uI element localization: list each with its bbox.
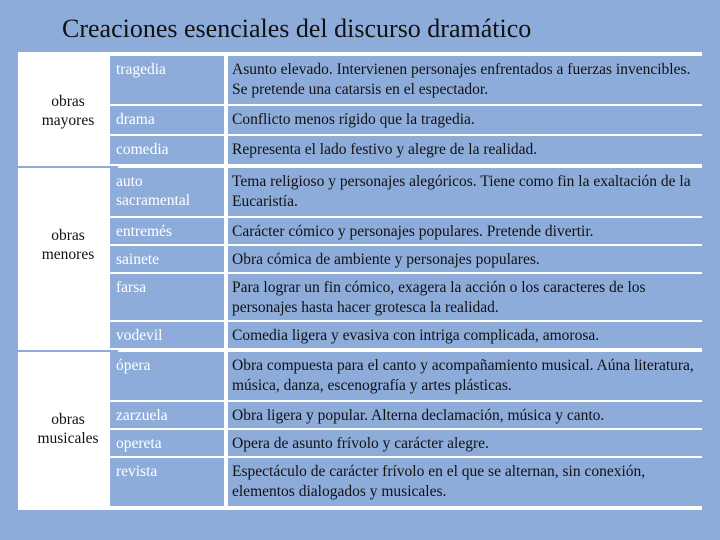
row-name-auto-sacramental: auto sacramental [110,168,224,216]
group-label-line1: obras [51,227,85,244]
row-desc-vodevil: Comedia ligera y evasiva con intriga complicada, amorosa. [228,322,702,348]
row-name-comedia: comedia [110,136,224,164]
group-label-menores [18,226,118,264]
row-name-tragedia: tragedia [110,56,224,104]
row-desc-entremes: Carácter cómico y personajes populares. Pretende divertir. [228,218,702,244]
row-desc-zarzuela: Obra ligera y popular. Alterna declamación, música y canto. [228,402,702,428]
group-label-musicales [18,410,118,448]
row-name-vodevil: vodevil [110,322,224,348]
group-label-line2: menores [41,246,95,263]
row-name-zarzuela: zarzuela [110,402,224,428]
row-desc-opera: Obra compuesta para el canto y acompañamiento musical. Aúna literatura, música, danza, escenografía y artes plásticas. [228,352,702,400]
group-label-mayores [18,92,118,130]
group-divider [18,166,118,168]
row-name-sainete: sainete [110,246,224,272]
row-desc-farsa: Para lograr un fin cómico, exagera la acción o los caracteres de los personajes hasta hacer grotesca la realidad. [228,274,702,320]
group-label-line2: mayores [41,112,95,129]
row-desc-sainete: Obra cómica de ambiente y personajes populares. [228,246,702,272]
row-desc-revista: Espectáculo de carácter frívolo en el que se alternan, sin conexión, elementos dialogados y musicales. [228,458,702,506]
group-label-line1: obras [51,93,85,110]
row-desc-comedia: Representa el lado festivo y alegre de la realidad. [228,136,702,164]
group-divider [18,350,118,352]
row-name-opera: ópera [110,352,224,400]
row-desc-tragedia: Asunto elevado. Intervienen personajes enfrentados a fuerzas invencibles. Se pretende una catarsis en el espectador. [228,56,702,104]
genres-table [18,52,702,510]
row-desc-auto-sacramental: Tema religioso y personajes alegóricos. Tiene como fin la exaltación de la Eucaristía. [228,168,702,216]
row-desc-opereta: Opera de asunto frívolo y carácter alegre. [228,430,702,456]
row-name-entremes: entremés [110,218,224,244]
page-title: Creaciones esenciales del discurso dramático [62,14,532,43]
row-name-opereta: opereta [110,430,224,456]
row-name-farsa: farsa [110,274,224,320]
row-desc-drama: Conflicto menos rígido que la tragedia. [228,106,702,134]
row-name-drama: drama [110,106,224,134]
row-name-revista: revista [110,458,224,506]
group-label-line1: obras [51,411,85,428]
group-label-line2: musicales [37,430,99,447]
